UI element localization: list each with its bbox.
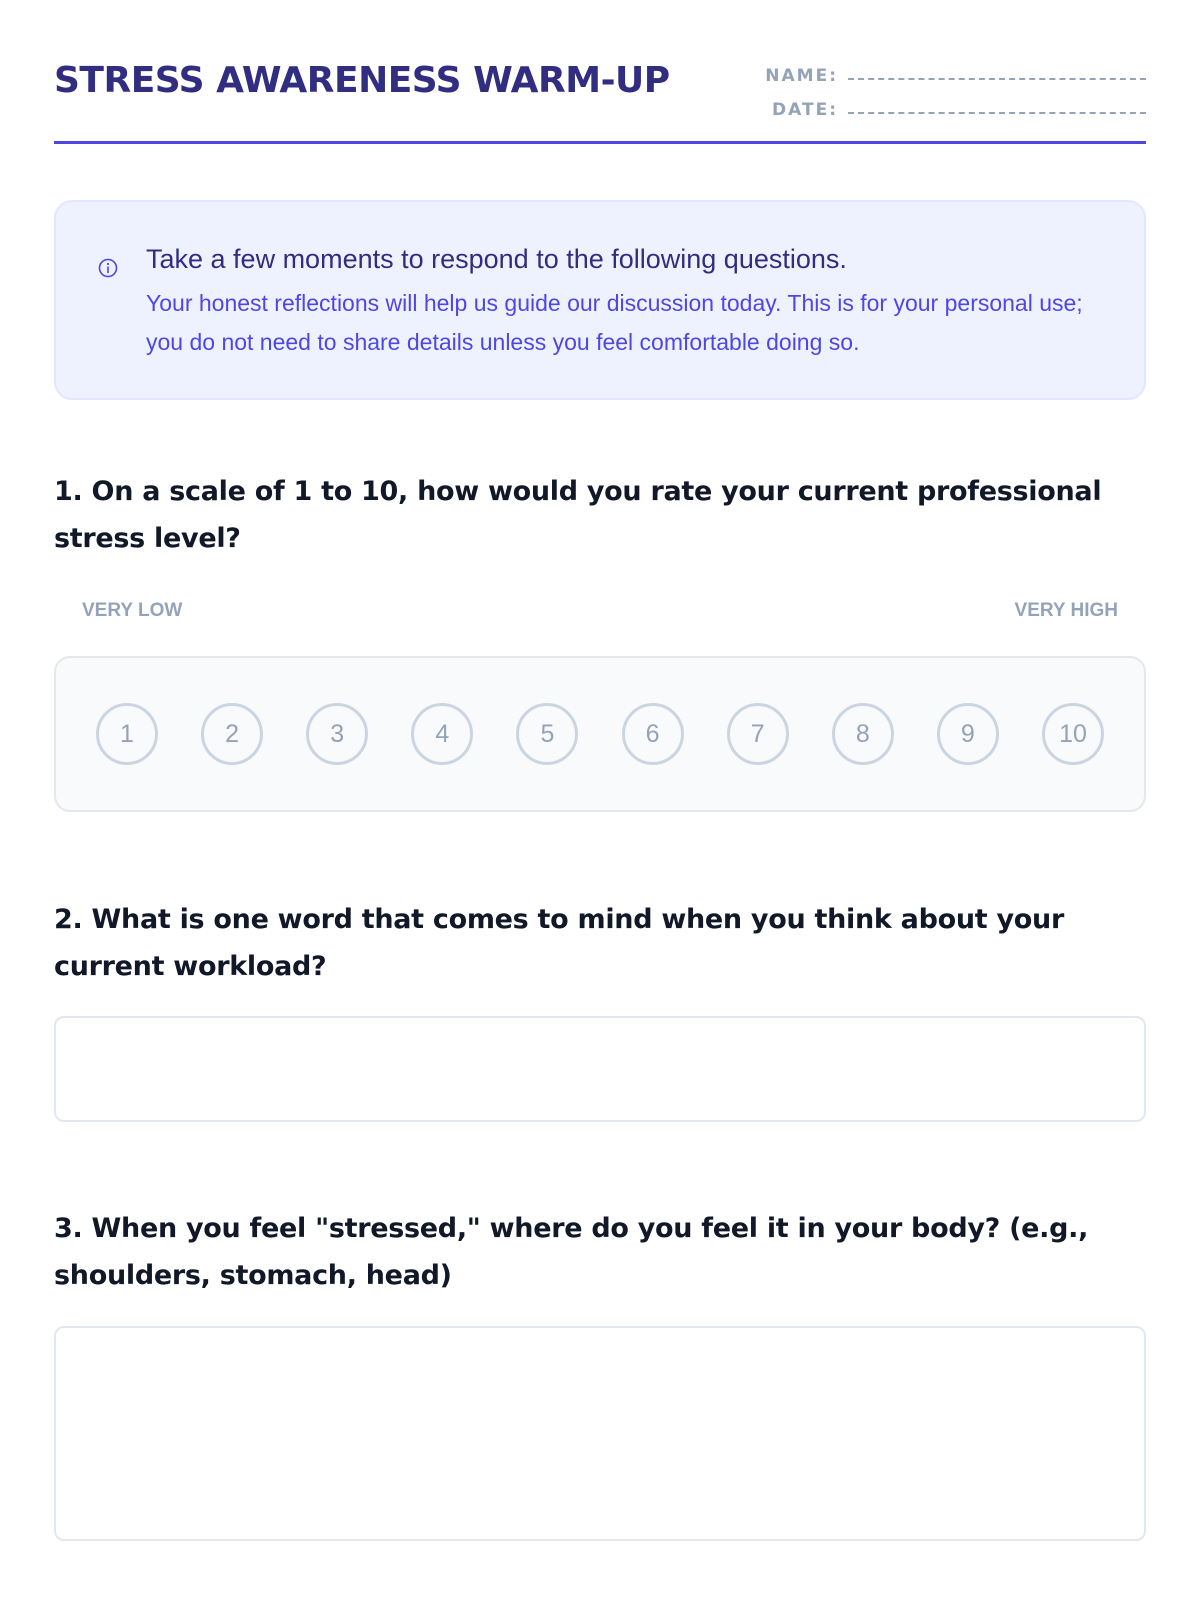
rating-option-7[interactable]: 7	[727, 703, 789, 765]
page-title: STRESS AWARENESS WARM-UP	[54, 60, 670, 101]
rating-option-2[interactable]: 2	[201, 703, 263, 765]
scale-low-label: VERY LOW	[82, 600, 183, 621]
date-field[interactable]	[848, 112, 1146, 114]
scale-high-label: VERY HIGH	[1014, 600, 1118, 621]
stress-rating-scale	[54, 656, 1146, 812]
rating-option-4[interactable]: 4	[411, 703, 473, 765]
name-field[interactable]	[848, 78, 1146, 80]
rating-option-3[interactable]: 3	[306, 703, 368, 765]
name-row	[760, 52, 1146, 86]
instructions-body: Your honest reflections will help us guide our discussion today. This is for your personal use; you do not need to share details unless you feel comfortable doing so.	[146, 290, 1083, 355]
question-2: 2. What is one word that comes to mind when you think about your current workload?	[54, 904, 1064, 982]
rating-option-8[interactable]: 8	[832, 703, 894, 765]
scale-labels	[82, 600, 1118, 626]
worksheet-header	[54, 0, 1146, 144]
body-stress-input[interactable]	[54, 1326, 1146, 1541]
workload-word-input[interactable]	[54, 1016, 1146, 1122]
question-1: 1. On a scale of 1 to 10, how would you rate your current professional stress level?	[54, 476, 1102, 554]
instructions-heading: Take a few moments to respond to the following questions.	[146, 244, 847, 274]
rating-option-5[interactable]: 5	[516, 703, 578, 765]
date-label: DATE:	[772, 100, 838, 120]
name-date-fields	[760, 52, 1146, 120]
rating-option-9[interactable]: 9	[937, 703, 999, 765]
rating-option-1[interactable]: 1	[96, 703, 158, 765]
rating-option-6[interactable]: 6	[622, 703, 684, 765]
info-icon	[98, 258, 118, 278]
name-label: NAME:	[765, 66, 838, 86]
rating-option-10[interactable]: 10	[1042, 703, 1104, 765]
date-row	[760, 86, 1146, 120]
instructions-box	[54, 200, 1146, 400]
question-3: 3. When you feel "stressed," where do you feel it in your body? (e.g., shoulders, stomach, head)	[54, 1213, 1089, 1291]
